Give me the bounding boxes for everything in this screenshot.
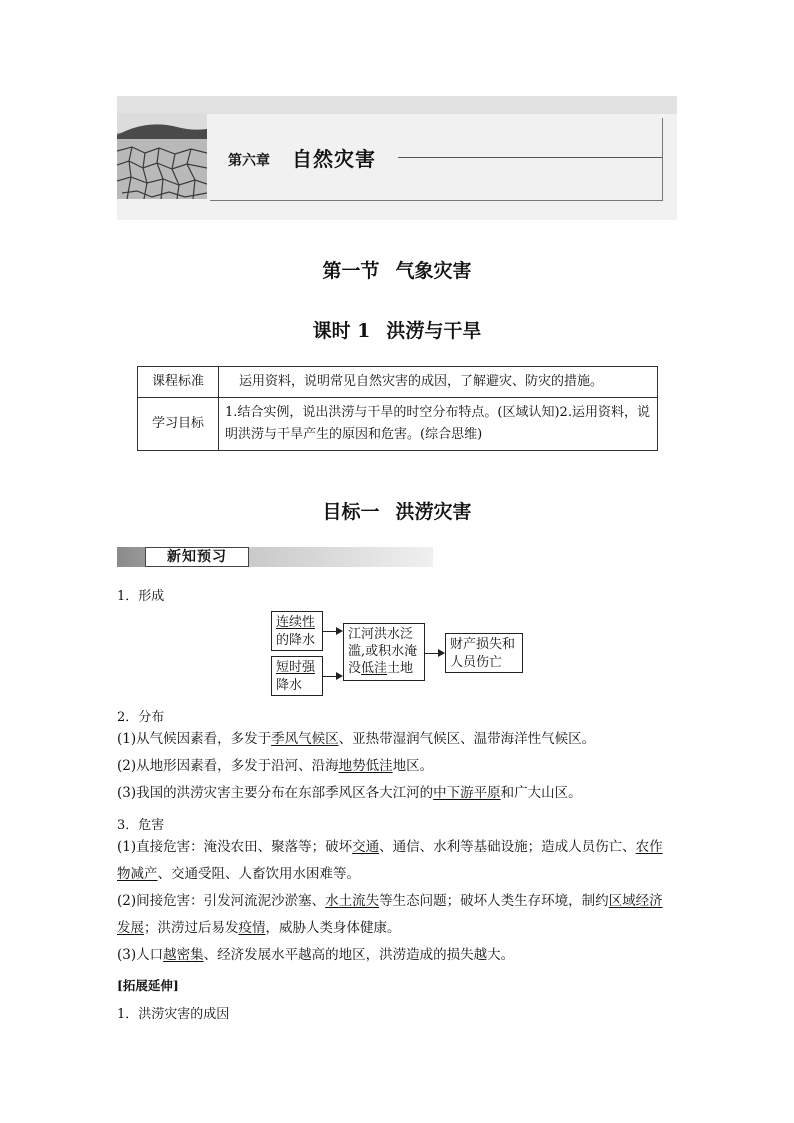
table-cell: 1.结合实例，说出洪涝与干旱的时空分布特点。(区域认知)2.运用资料，说明洪涝与干旱产生的原因和危害。(综合思维) — [219, 398, 658, 451]
target-name: 洪涝灾害 — [395, 501, 472, 523]
underlined-answer: 中下游平原 — [433, 785, 501, 801]
diagram-box-flood — [343, 623, 425, 681]
diagram-text: 滥,或积水淹 — [348, 644, 418, 659]
underlined-answer: 地势低洼 — [338, 758, 393, 774]
underlined-answer: 水土流失 — [325, 893, 380, 909]
text: (1)从气候因素看，多发于 — [117, 731, 272, 747]
diagram-text: 江河洪水泛 — [348, 627, 414, 642]
table-row — [138, 367, 658, 398]
underlined-answer: 农作 — [635, 839, 663, 855]
section-name: 气象灾害 — [395, 260, 472, 282]
hazards-paragraph-2 — [117, 888, 679, 942]
section-title — [0, 256, 794, 283]
distribution-paragraph-3 — [117, 780, 679, 807]
text: ，威胁人类身体健康。 — [265, 920, 401, 936]
banner-frame — [210, 118, 663, 201]
text: (2)间接危害：引发河流泥沙淤塞、 — [117, 893, 326, 909]
text: 、交通受阻、人畜饮用水困难等。 — [157, 866, 360, 882]
text: 等生态问题；破坏人类生存环境，制约 — [379, 893, 609, 909]
diagram-text: 降水 — [276, 678, 303, 693]
section-label: 第一节 — [322, 260, 380, 282]
diagram-text: 人员伤亡 — [450, 655, 503, 670]
text: (3)人口 — [117, 947, 164, 963]
hazards-paragraph-1 — [117, 834, 679, 888]
diagram-box-heavy-rain — [271, 656, 323, 696]
diagram-text: 的降水 — [276, 633, 316, 648]
text: ；洪涝过后易发 — [144, 920, 239, 936]
text: 、亚热带湿润气候区、温带海洋性气候区。 — [338, 731, 596, 747]
lesson-name: 洪涝与干旱 — [386, 320, 482, 342]
underlined-answer: 疫情 — [238, 920, 266, 936]
cracked-earth-image — [117, 113, 207, 199]
target-label: 目标一 — [322, 501, 380, 523]
chapter-title-rule — [398, 157, 662, 158]
chapter-title: 自然灾害 — [292, 147, 376, 171]
diagram-text: 短时强 — [276, 660, 316, 675]
distribution-paragraph-1 — [117, 726, 679, 753]
diagram-box-continuous-rain — [271, 611, 323, 651]
heading-formation: 1．形成 — [117, 589, 165, 604]
diagram-arrowhead — [438, 649, 445, 657]
diagram-arrowhead — [336, 627, 343, 635]
text: 地区。 — [392, 758, 434, 774]
diagram-box-loss — [445, 633, 523, 673]
target-title — [0, 497, 794, 524]
underlined-answer: 交通 — [352, 839, 380, 855]
text: (1)直接危害：淹没农田、聚落等；破坏 — [117, 839, 353, 855]
chapter-number: 第六章 — [228, 153, 270, 169]
lesson-label: 课时 1 — [312, 320, 371, 342]
heading-distribution: 2．分布 — [117, 710, 165, 725]
banner-top-band — [117, 96, 677, 114]
diagram-arrow — [323, 631, 337, 632]
table-row — [138, 398, 658, 451]
heading-hazards: 3．危害 — [117, 818, 165, 833]
heading-flood-causes: 1．洪涝灾害的成因 — [117, 1007, 230, 1022]
diagram-text: 财产损失和 — [450, 637, 516, 652]
distribution-paragraph-2 — [117, 753, 679, 780]
hazards-paragraph-3 — [117, 942, 679, 969]
extension-label: [拓展延伸] — [117, 978, 179, 993]
table-header-cell: 学习目标 — [138, 398, 219, 451]
diagram-text: 没 — [348, 661, 362, 676]
underlined-answer: 季风气候区 — [271, 731, 339, 747]
diagram-arrow — [323, 676, 337, 677]
table-cell: 运用资料，说明常见自然灾害的成因，了解避灾、防灾的措施。 — [219, 367, 658, 398]
section-bar-label: 新知预习 — [145, 547, 249, 567]
diagram-arrowhead — [336, 672, 343, 680]
standards-table — [137, 366, 658, 451]
diagram-text: 低洼 — [361, 661, 388, 676]
underlined-answer: 区域经济 — [608, 893, 663, 909]
text: 和广大山区。 — [500, 785, 582, 801]
diagram-arrow — [425, 653, 439, 654]
diagram-text: 连续性 — [276, 615, 316, 630]
text: 、经济发展水平越高的地区，洪涝造成的损失越大。 — [203, 947, 515, 963]
underlined-answer: 物减产 — [117, 866, 158, 882]
underlined-answer: 发展 — [117, 920, 144, 936]
underlined-answer: 越密集 — [163, 947, 204, 963]
diagram-text: 土地 — [387, 661, 414, 676]
text: (3)我国的洪涝灾害主要分布在东部季风区各大江河的 — [117, 785, 434, 801]
lesson-title — [0, 316, 794, 343]
table-header-cell: 课程标准 — [138, 367, 219, 398]
text: 、通信、水利等基础设施；造成人员伤亡、 — [379, 839, 636, 855]
text: (2)从地形因素看，多发于沿河、沿海 — [117, 758, 339, 774]
